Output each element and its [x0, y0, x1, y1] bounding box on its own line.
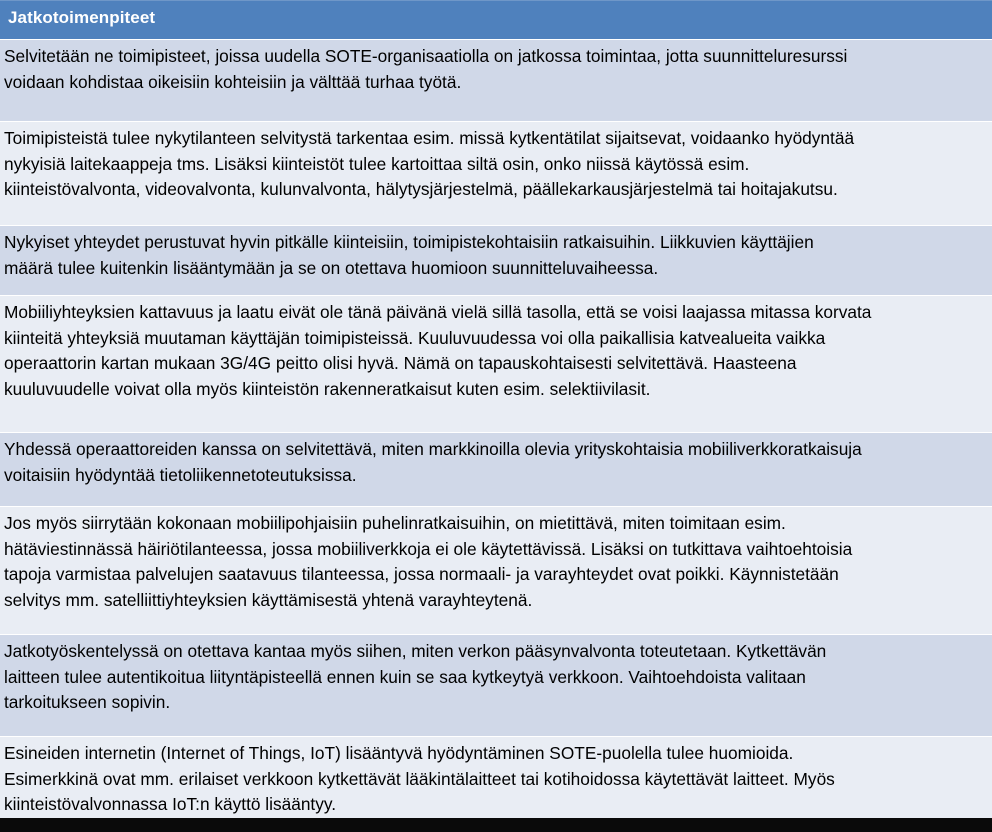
row-text: Selvitetään ne toimipisteet, joissa uudella SOTE-organisaatiolla on jatkossa toimintaa, jotta suunnitteluresurssi voidaan kohdistaa oikeisiin kohteisiin ja välttää turhaa työtä. [4, 46, 848, 92]
table-row [0, 736, 992, 818]
table-row [0, 39, 992, 121]
row-text: Toimipisteistä tulee nykytilanteen selvitystä tarkentaa esim. missä kytkentätilat sijaitsevat, voidaanko hyödyntää nykyisiä laitekaappeja tms. Lisäksi kiinteistöt tulee kartoittaa siltä osin, onko niissä käytössä esim. kiinteistövalvonta, videovalvonta, kulunvalvonta, hälytysjärjestelmä, päällekarkausjärjestelmä tai hoitajakutsu. [4, 128, 855, 199]
table-row [0, 432, 992, 506]
row-text: Esineiden internetin (Internet of Things, IoT) lisääntyvä hyödyntäminen SOTE-puolella tulee huomioida. Esimerkkinä ovat mm. erilaiset verkkoon kytkettävät lääkintälaitteet tai kotihoidossa käytettävät laitteet. Myös kiinteistövalvonnassa IoT:n käyttö lisääntyy. [4, 743, 835, 814]
table-header [0, 0, 992, 39]
row-text: Yhdessä operaattoreiden kanssa on selvitettävä, miten markkinoilla olevia yrityskohtaisia mobiiliverkkoratkaisuja voitaisiin hyödyntää tietoliikennetoteutuksissa. [4, 439, 862, 485]
table-row [0, 295, 992, 432]
row-text: Mobiiliyhteyksien kattavuus ja laatu eivät ole tänä päivänä vielä sillä tasolla, että se voisi laajassa mitassa korvata kiinteitä yhteyksiä muutaman käyttäjän toimipisteissä. Kuuluvuudessa voi olla paikallisia katvealueita vaikka operaattorin kartan mukaan 3G/4G peitto olisi hyvä. Nämä on tapauskohtaisesti selvitettävä. Haasteena kuuluvuudelle voivat olla myös kiinteistön rakenneratkaisut kuten esim. selektiivilasit. [4, 302, 872, 399]
table-row [0, 506, 992, 634]
bottom-border [0, 818, 992, 832]
row-text: Jatkotyöskentelyssä on otettava kantaa myös siihen, miten verkon pääsynvalvonta toteutetaan. Kytkettävän laitteen tulee autentikoitua liityntäpisteellä ennen kuin se saa kytkeytyä verkkoon. Vaihtoehdoista valitaan tarkoitukseen sopivin. [4, 641, 827, 712]
table-row [0, 634, 992, 736]
table-header-title: Jatkotoimenpiteet [8, 8, 156, 27]
row-text: Jos myös siirrytään kokonaan mobiilipohjaisiin puhelinratkaisuihin, on mietittävä, miten toimitaan esim. hätäviestinnässä häiriötilanteessa, jossa mobiiliverkkoja ei ole käytettävissä. Lisäksi on tutkittava vaihtoehtoisia tapoja varmistaa palvelujen saatavuus tilanteessa, jossa normaali- ja varayhteydet ovat poikki. Käynnistetään selvitys mm. satelliittiyhteyksien käyttämisestä yhtenä varayhteytenä. [4, 513, 853, 610]
row-text: Nykyiset yhteydet perustuvat hyvin pitkälle kiinteisiin, toimipistekohtaisiin ratkaisuihin. Liikkuvien käyttäjien määrä tulee kuitenkin lisääntymään ja se on otettava huomioon suunnitteluvaiheessa. [4, 232, 814, 278]
table-row [0, 121, 992, 225]
table-row [0, 225, 992, 295]
